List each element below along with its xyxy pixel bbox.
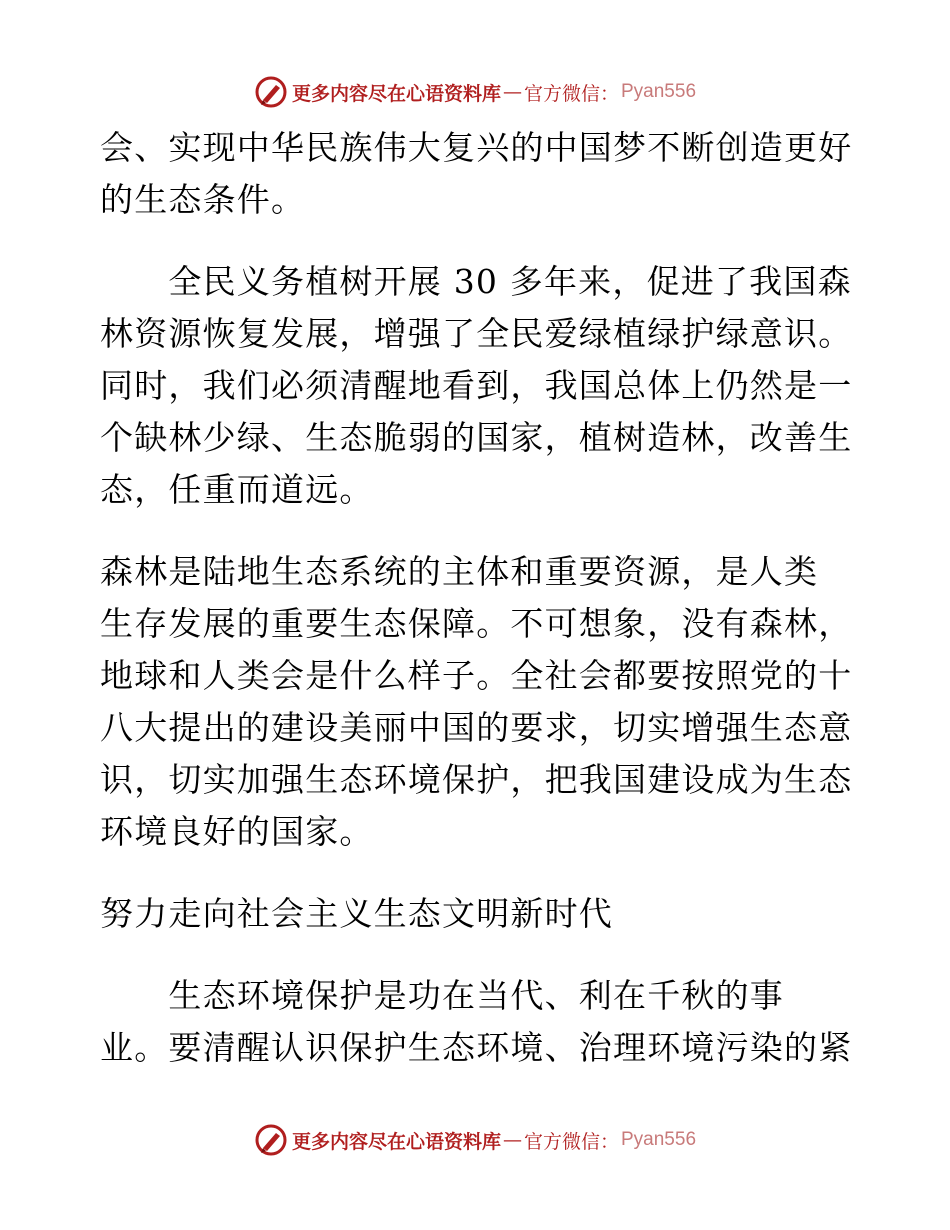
text-line: 的生态条件。 <box>100 180 306 219</box>
text-line: 个缺林少绿、生态脆弱的国家，植树造林，改善生 <box>100 418 852 457</box>
text-line: 全民义务植树开展 30 多年来，促进了我国森 <box>100 262 852 301</box>
text-line: 会、实现中华民族伟大复兴的中国梦不断创造更好 <box>100 128 852 167</box>
pen-logo-icon <box>254 1123 288 1157</box>
text-line: 业。要清醒认识保护生态环境、治理环境污染的紧 <box>100 1028 852 1067</box>
header-brand-text: 更多内容尽在心语资料库 <box>291 82 501 105</box>
text-line: 生态环境保护是功在当代、利在千秋的事 <box>100 976 784 1015</box>
paragraph-4 <box>100 970 852 1074</box>
text-line: 森林是陆地生态系统的主体和重要资源，是人类 <box>100 552 819 591</box>
paragraph-2 <box>100 256 852 516</box>
footer-wechat-id: Pyan556 <box>621 1129 697 1150</box>
text-line: 态，任重而道远。 <box>100 470 374 509</box>
text-line: 环境良好的国家。 <box>100 812 374 851</box>
page-header <box>0 72 950 112</box>
paragraph-1 <box>100 122 852 226</box>
pen-logo-icon <box>254 75 288 109</box>
header-wechat-id: Pyan556 <box>621 81 697 102</box>
footer-wechat-label: 官方微信： <box>523 1130 619 1153</box>
text-line: 生存发展的重要生态保障。不可想象，没有森林， <box>100 604 852 643</box>
text-line: 同时，我们必须清醒地看到，我国总体上仍然是一 <box>100 366 852 405</box>
header-separator: — <box>502 81 522 103</box>
text-line: 八大提出的建设美丽中国的要求，切实增强生态意 <box>100 708 852 747</box>
section-heading: 努力走向社会主义生态文明新时代 <box>100 894 613 933</box>
footer-brand-text: 更多内容尽在心语资料库 <box>291 1130 501 1153</box>
footer-separator: — <box>502 1129 522 1151</box>
text-line: 地球和人类会是什么样子。全社会都要按照党的十 <box>100 656 852 695</box>
document-body <box>100 122 852 1074</box>
text-line: 识，切实加强生态环境保护，把我国建设成为生态 <box>100 760 852 799</box>
header-wechat-label: 官方微信： <box>523 82 619 105</box>
text-line: 林资源恢复发展，增强了全民爱绿植绿护绿意识。 <box>100 314 852 353</box>
paragraph-3 <box>100 546 852 858</box>
page-footer <box>0 1120 950 1160</box>
